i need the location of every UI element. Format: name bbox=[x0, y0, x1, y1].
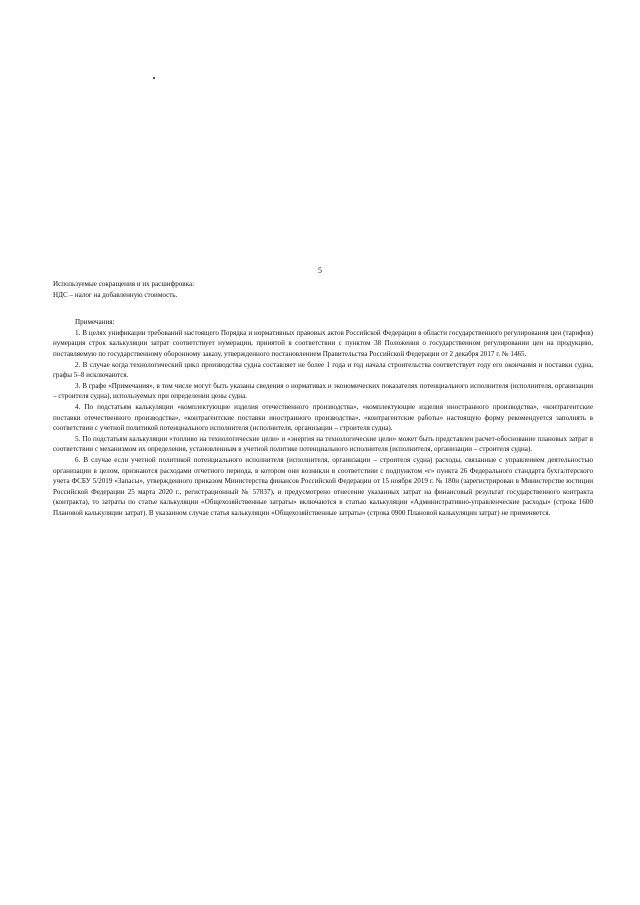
note-1: 1. В целях унификации требований настоящего Порядка и нормативных правовых актов Российской Федерации в области государственного регулирования цен (тарифов) нумерация строк калькуляции затрат соответствует нумерации, принятой в соответствии с пунктом 38 Положения о государственном регулировании цен на продукцию, поставляемую по государственному оборонному заказу, утвержденного постановлением Правительства Российской Федерации от 2 декабря 2017 г. № 1465. bbox=[53, 328, 593, 358]
note-4: 4. По подстатьям калькуляции «комплектующие изделия отечественного производства», «комплектующие изделия иностранного производства», «контрагентские поставки отечественного производства», «контрагентские поставки иностранного производства», «контрагентские работы» настоящую форму рекомендуется заполнять в соответствии с учетной политикой потенциального исполнителя (исполнителя, организации – строителя судна). bbox=[53, 402, 593, 433]
notes-title: Примечания: bbox=[75, 318, 115, 327]
abbreviation-item: НДС – налог на добавленную стоимость. bbox=[53, 290, 178, 299]
scan-speck bbox=[153, 77, 155, 79]
abbreviations-title: Используемые сокращения и их расшифровка: bbox=[53, 280, 195, 288]
note-6: 6. В случае если учетной политикой потенциального исполнителя (исполнителя, организации – строителя судна) расходы, связанные с управлением деятельностью организации в целом, признаются расходами отчетного периода, в котором они возникли в соответствии с подпунктом «г» пункта 26 Федерального стандарта бухгалтерского учета ФСБУ 5/2019 «Запасы», утвержденного приказом Министерства финансов Российской Федерации от 15 ноября 2019 г. № 180н (зарегистрирован в Министерстве юстиции Российской Федерации 25 марта 2020 г., регистрационный № 57837), и предусмотрено отнесение указанных затрат на финансовый результат государственного контракта (контракта), то затраты по статье калькуляции «Общехозяйственные затраты» включаются в статью калькуляции «Административно-управленческие расходы» (строка 1600 Плановой калькуляции затрат). В указанном случае статья калькуляции «Общехозяйственные затраты» (строка 0900 Плановой калькуляции затрат) не применяется. bbox=[53, 455, 593, 517]
page-content bbox=[53, 279, 593, 518]
page-number: 5 bbox=[318, 266, 322, 275]
note-3: 3. В графе «Примечания», в том числе могут быть указаны сведения о нормативах и экономических показателях потенциального исполнителя (исполнителя, организации – строителя судна), используемых при определении цены судна. bbox=[53, 381, 593, 401]
note-2: 2. В случае когда технологический цикл производства судна составляет не более 1 года и год начала строительства соответствует году его окончания и поставки судна, графы 5–8 исключаются. bbox=[53, 360, 593, 380]
note-5: 5. По подстатьям калькуляции «топливо на технологические цели» и «энергия на технологические цели» может быть представлен расчет-обоснование плановых затрат в соответствии с механизмом их определения, установленным в учетной политике потенциального исполнителя (исполнителя, организации – строителя судна). bbox=[53, 434, 593, 454]
